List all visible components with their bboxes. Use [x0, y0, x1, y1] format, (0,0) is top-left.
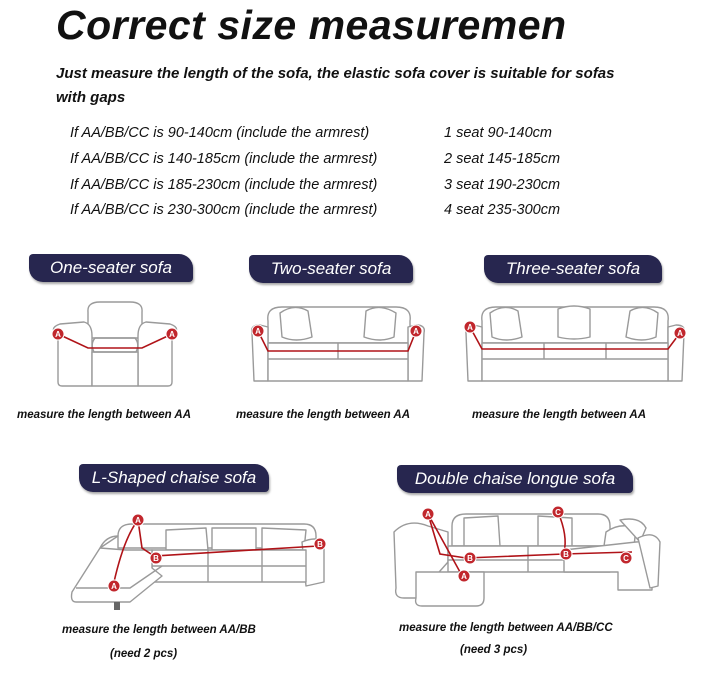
marker-label: A: [413, 327, 419, 336]
marker-label: A: [425, 510, 431, 519]
marker-label: C: [623, 554, 629, 563]
size-result: 1 seat 90-140cm: [444, 125, 553, 141]
double-chaise-sofa-illustration: [388, 502, 664, 612]
marker-label: B: [563, 550, 569, 559]
three-seater-sofa-illustration: [460, 297, 690, 392]
size-condition: If AA/BB/CC is 90-140cm (include the armrest): [70, 125, 370, 141]
banner-double-chaise: Double chaise longue sofa: [397, 465, 633, 493]
marker-label: A: [677, 329, 683, 338]
caption-three-seater: measure the length between AA: [472, 409, 647, 421]
banner-three-seater: Three-seater sofa: [484, 255, 662, 283]
marker-label: B: [317, 540, 323, 549]
page-title: Correct size measuremen: [56, 2, 567, 48]
size-result: 2 seat 145-185cm: [444, 151, 561, 167]
marker-label: C: [555, 508, 561, 517]
caption-l-shaped: measure the length between AA/BB: [62, 624, 256, 636]
size-result: 3 seat 190-230cm: [444, 177, 561, 193]
marker-label: A: [461, 572, 467, 581]
marker-label: B: [153, 554, 159, 563]
two-seater-sofa-illustration: [246, 297, 430, 392]
intro-line-2: with gaps: [56, 89, 126, 106]
marker-label: A: [135, 516, 141, 525]
marker-label: A: [55, 330, 61, 339]
one-seater-sofa-illustration: [40, 298, 190, 390]
marker-label: A: [111, 582, 117, 591]
note-double-chaise: (need 3 pcs): [460, 644, 528, 656]
note-l-shaped: (need 2 pcs): [110, 648, 178, 660]
size-condition: If AA/BB/CC is 185-230cm (include the armrest): [70, 177, 378, 193]
caption-two-seater: measure the length between AA: [236, 409, 411, 421]
marker-label: A: [169, 330, 175, 339]
marker-label: B: [467, 554, 473, 563]
marker-label: A: [255, 327, 261, 336]
size-result: 4 seat 235-300cm: [444, 202, 561, 218]
size-condition: If AA/BB/CC is 230-300cm (include the armrest): [70, 202, 378, 218]
banner-two-seater: Two-seater sofa: [249, 255, 413, 283]
caption-one-seater: measure the length between AA: [17, 409, 192, 421]
caption-double-chaise: measure the length between AA/BB/CC: [399, 622, 613, 634]
banner-one-seater: One-seater sofa: [29, 254, 193, 282]
marker-label: A: [467, 323, 473, 332]
intro-line-1: Just measure the length of the sofa, the elastic sofa cover is suitable for sofas: [56, 65, 615, 82]
l-shaped-sofa-illustration: [66, 508, 330, 613]
size-condition: If AA/BB/CC is 140-185cm (include the armrest): [70, 151, 378, 167]
banner-l-shaped: L-Shaped chaise sofa: [79, 464, 269, 492]
